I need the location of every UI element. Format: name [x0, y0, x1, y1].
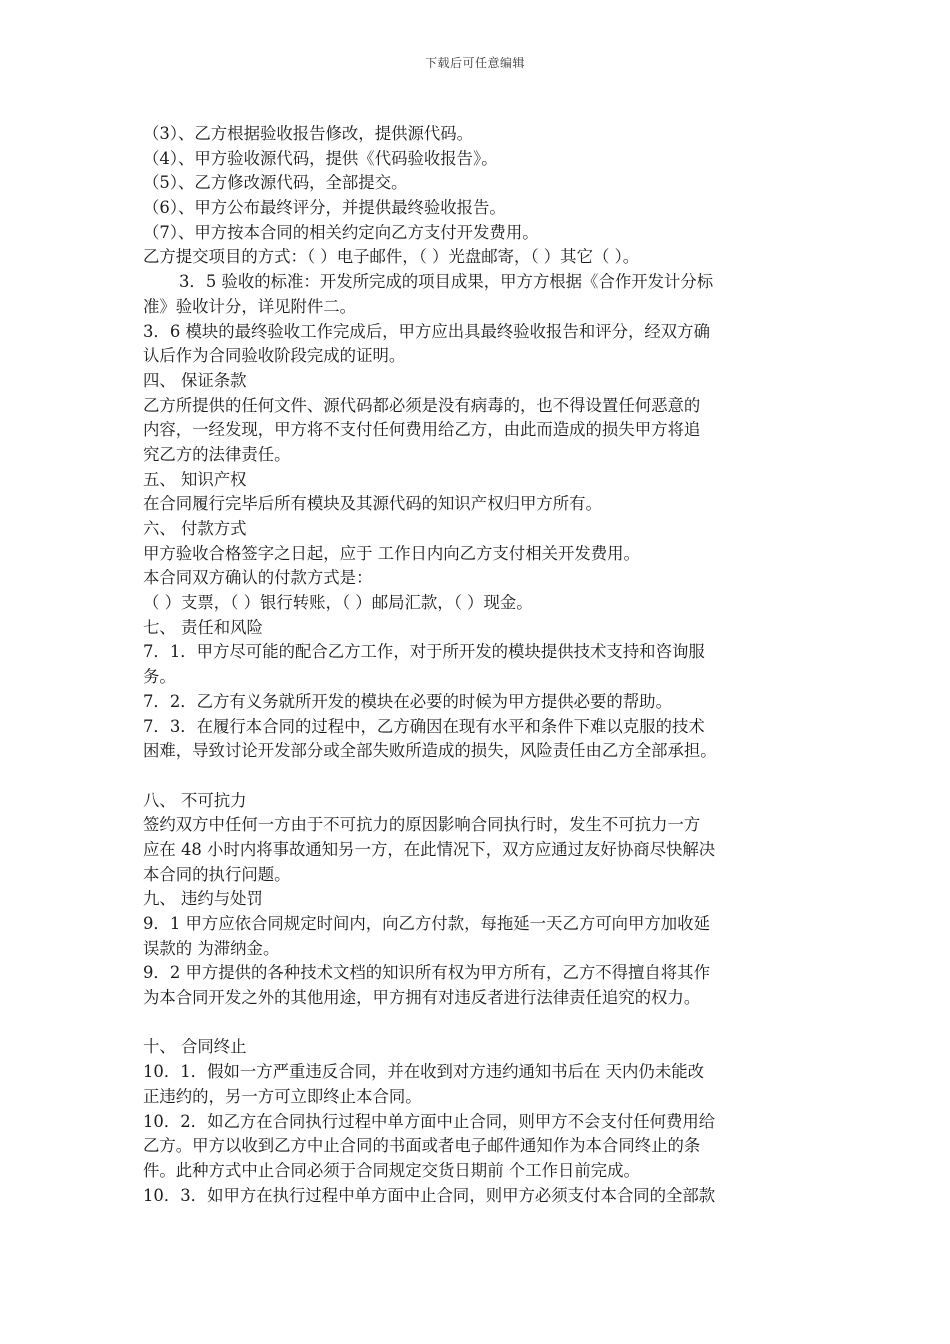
text-line: 认后作为合同验收阶段完成的证明。: [143, 346, 406, 366]
text-line: 件。此种方式中止合同必须于合同规定交货日期前 个工作日前完成。: [143, 1160, 640, 1180]
text-line: （5）、乙方修改源代码，全部提交。: [143, 173, 408, 193]
text-line: 误款的 为滞纳金。: [143, 938, 280, 958]
text-line: 乙方所提供的任何文件、源代码都必须是没有病毒的，也不得设置任何恶意的: [143, 395, 701, 415]
text-line: 9．1 甲方应依合同规定时间内，向乙方付款，每拖延一天乙方可向甲方加收延: [143, 914, 710, 933]
text-line: 乙方提交项目的方式：（ ）电子邮件，（ ）光盘邮寄，（ ）其它（ ）。: [143, 247, 640, 267]
text-line: 乙方。甲方以收到乙方中止合同的书面或者电子邮件通知作为本合同终止的条: [143, 1136, 701, 1156]
text-line: 7．3．在履行本合同的过程中，乙方确因在现有水平和条件下难以克服的技术: [143, 716, 705, 736]
text-line: 甲方验收合格签字之日起，应于 工作日内向乙方支付相关开发费用。: [143, 543, 640, 563]
document-body: [143, 122, 808, 1208]
text-line: 在合同履行完毕后所有模块及其源代码的知识产权归甲方所有。: [143, 494, 602, 514]
text-line: 困难，导致讨论开发部分或全部失败所造成的损失，风险责任由乙方全部承担。: [143, 741, 717, 761]
section-heading: 十、 合同终止: [143, 1037, 247, 1057]
text-line: 本合同双方确认的付款方式是：: [143, 568, 373, 588]
text-line: 准》验收计分，详见附件二。: [143, 296, 357, 316]
text-line: （7）、甲方按本合同的相关约定向乙方支付开发费用。: [143, 222, 539, 242]
text-line: 应在 48 小时内将事故通知另一方，在此情况下，双方应通过友好协商尽快解决: [143, 839, 716, 859]
text-line: 10．3．如甲方在执行过程中单方面中止合同，则甲方必须支付本合同的全部款: [143, 1185, 716, 1205]
text-line: （ ）支票，（ ）银行转账，（ ）邮局汇款，（ ）现金。: [143, 593, 533, 613]
section-heading: 五、 知识产权: [143, 469, 247, 489]
section-heading: 八、 不可抗力: [143, 790, 247, 810]
text-line: 7．1．甲方尽可能的配合乙方工作，对于所开发的模块提供技术支持和咨询服: [143, 642, 705, 662]
section-heading: 九、 违约与处罚: [143, 889, 263, 909]
text-line: 本合同的执行问题。: [143, 864, 291, 884]
section-heading: 四、 保证条款: [143, 370, 247, 390]
text-line: 3．6 模块的最终验收工作完成后，甲方应出具最终验收报告和评分，经双方确: [143, 321, 710, 341]
text-line: 3．5 验收的标准：开发所完成的项目成果，甲方方根据《合作开发计分标: [179, 272, 714, 292]
text-line: 正违约的，另一方可立即终止本合同。: [143, 1086, 422, 1106]
text-line: 10．1．假如一方严重违反合同，并在收到对方违约通知书后在 天内仍未能改: [143, 1062, 704, 1082]
text-line: （6）、甲方公布最终评分，并提供最终验收报告。: [143, 198, 506, 218]
blank-line: [143, 764, 808, 789]
text-line: （3）、乙方根据验收报告修改，提供源代码。: [143, 124, 474, 143]
text-line: 10．2．如乙方在合同执行过程中单方面中止合同，则甲方不会支付任何费用给: [143, 1111, 716, 1131]
section-heading: 六、 付款方式: [143, 519, 247, 538]
text-line: 为本合同开发之外的其他用途，甲方拥有对违反者进行法律责任追究的权力。: [143, 988, 701, 1008]
text-line: 7．2．乙方有义务就所开发的模块在必要的时候为甲方提供必要的帮助。: [143, 691, 672, 711]
text-line: （4）、甲方验收源代码，提供《代码验收报告》。: [143, 148, 498, 168]
text-line: 究乙方的法律责任。: [143, 444, 291, 464]
blank-line: [143, 1011, 808, 1036]
section-heading: 七、 责任和风险: [143, 617, 263, 637]
text-line: 9．2 甲方提供的各种技术文档的知识所有权为甲方所有，乙方不得擅自将其作: [143, 963, 710, 983]
text-line: 务。: [143, 667, 176, 687]
text-line: 内容，一经发现，甲方将不支付任何费用给乙方，由此而造成的损失甲方将追: [143, 420, 701, 440]
page-header: 下载后可任意编辑: [424, 56, 525, 70]
text-line: 签约双方中任何一方由于不可抗力的原因影响合同执行时，发生不可抗力一方: [143, 815, 701, 835]
